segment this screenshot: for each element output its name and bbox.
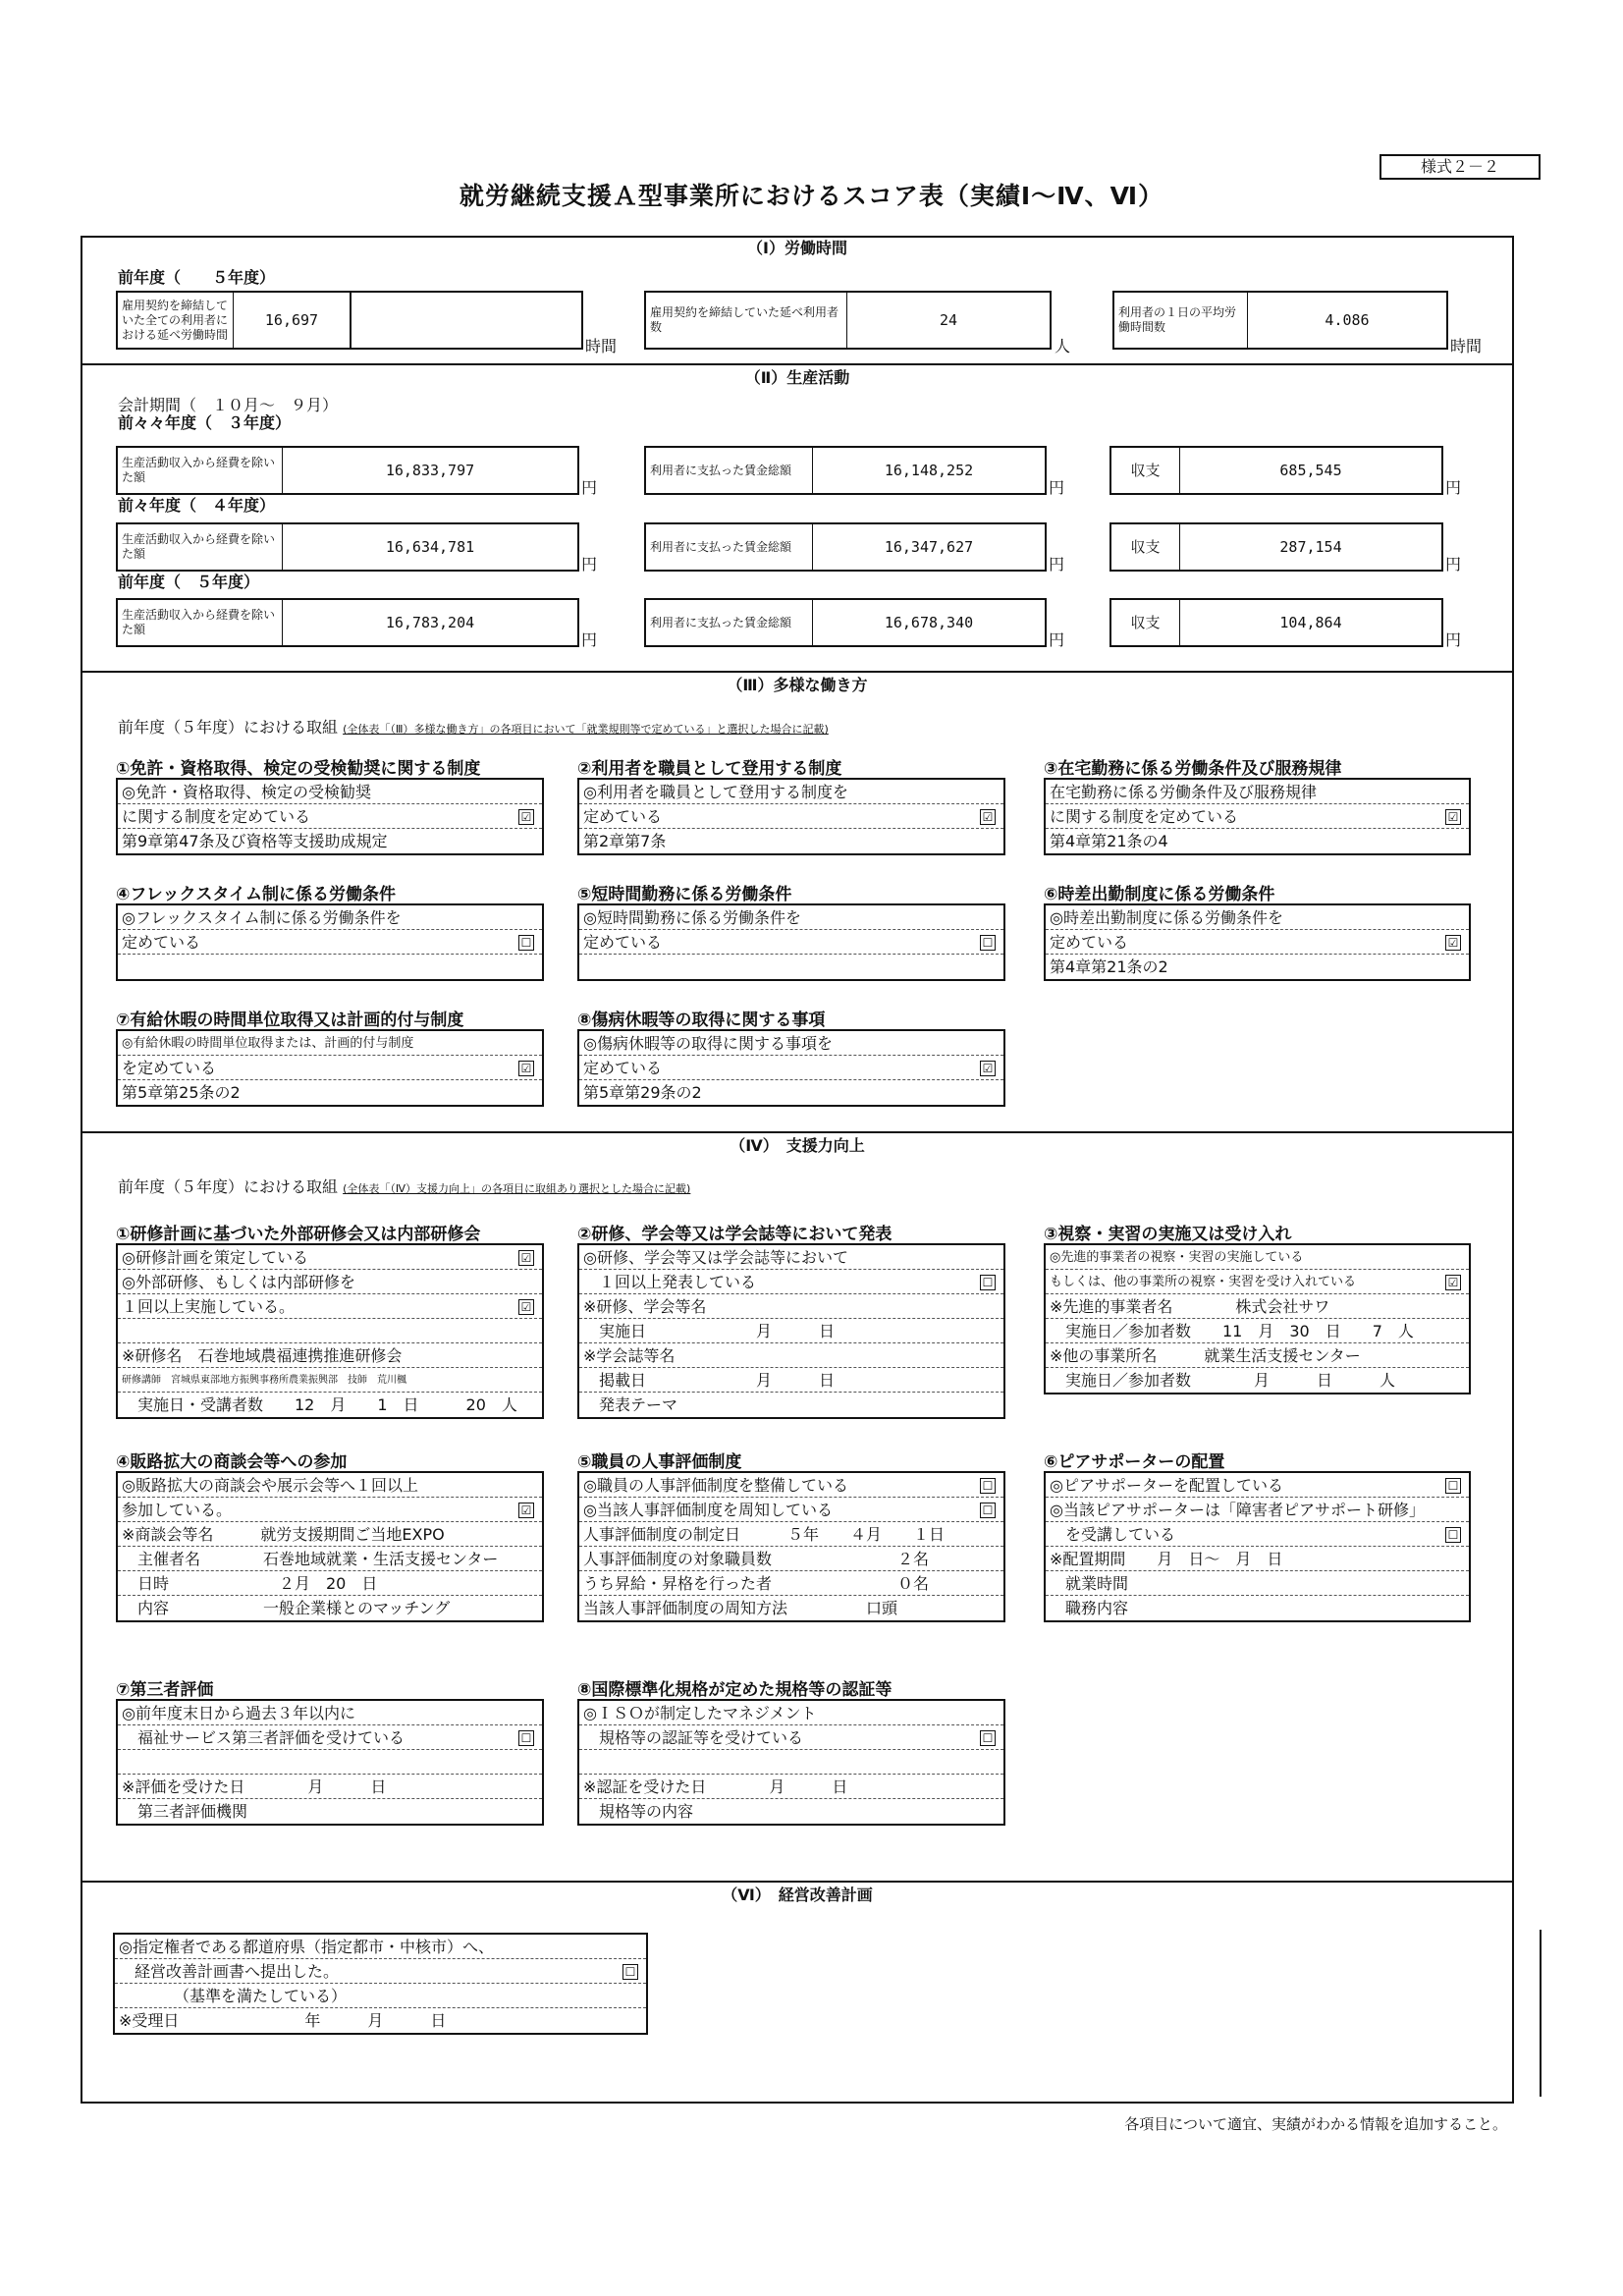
item-line-text: 実施日／参加者数 月 日 人: [1050, 1371, 1396, 1390]
support-item-title: ⑦第三者評価: [116, 1680, 214, 1700]
item-line-text: 定めている: [583, 807, 663, 826]
support-item-title: ③視察・実習の実施又は受け入れ: [1044, 1225, 1292, 1244]
work-style-item-box: [577, 778, 1005, 855]
wage-box: [644, 446, 1047, 495]
item-line-text: ◎販路拡大の商談会や展示会等へ１回以上: [122, 1476, 418, 1495]
item-line-text: ◎利用者を職員として登用する制度を: [583, 783, 848, 801]
balance-unit: 円: [1445, 478, 1462, 497]
checkbox[interactable]: ☐: [1445, 1527, 1461, 1543]
item-line: [579, 1056, 1003, 1080]
accounting-period: 会計期間（ １０月～ ９月）: [118, 396, 339, 414]
item-line-text: ◎時差出勤制度に係る労働条件を: [1050, 908, 1283, 927]
item-line: [1046, 905, 1469, 930]
item-line-text: ◎有給休暇の時間単位取得または、計画的付与制度: [122, 1036, 414, 1051]
item-line: [1046, 1596, 1469, 1620]
item-line: [1046, 955, 1469, 979]
item-line: [579, 1571, 1003, 1596]
item-line-text: 日時 ２月 20 日: [122, 1574, 378, 1593]
work-style-item-box: [1044, 778, 1471, 855]
item-line: [579, 1750, 1003, 1775]
support-item-box: [116, 1699, 544, 1826]
item-line: [1046, 804, 1469, 829]
income-box: [116, 598, 579, 647]
footer-note: 各項目について適宜、実績がわかる情報を追加すること。: [1124, 2115, 1507, 2133]
support-item-box: [1044, 1243, 1471, 1394]
item-line: [579, 905, 1003, 930]
work-style-item-title: ⑧傷病休暇等の取得に関する事項: [577, 1011, 826, 1030]
item-line-text: もしくは、他の事業所の視察・実習を受け入れている: [1050, 1275, 1357, 1289]
work-style-item-box: [116, 1029, 544, 1107]
income-label: 生産活動収入から経費を除いた額: [118, 600, 283, 645]
checkbox[interactable]: ☐: [980, 1275, 996, 1290]
item-line: [1046, 1343, 1469, 1368]
support-item-box: [577, 1471, 1005, 1622]
work-style-item-title: ②利用者を職員として登用する制度: [577, 759, 842, 779]
item-line: [118, 1319, 542, 1343]
item-line: [118, 1270, 542, 1294]
item-line-text: 実施日・受講者数 12 月 1 日 20 人: [122, 1395, 517, 1414]
section-3-intro-note: (全体表「（Ⅲ）多様な働き方」の各項目において「就業規則等で定めている」と選択した場合に記載): [343, 723, 829, 736]
balance-box: [1109, 522, 1443, 572]
support-item-box: [577, 1699, 1005, 1826]
item-line-text: 規格等の内容: [583, 1802, 694, 1821]
item-line: [118, 1571, 542, 1596]
item-line: [115, 1984, 646, 2008]
balance-label: 収支: [1111, 600, 1180, 645]
item-line: [118, 1056, 542, 1080]
item-line: [579, 1368, 1003, 1393]
item-line: [579, 1393, 1003, 1417]
item-line-text: ※配置期間 月 日～ 月 日: [1050, 1550, 1283, 1568]
balance-label: 収支: [1111, 448, 1180, 493]
item-line-text: 第5章第25条の2: [122, 1083, 241, 1102]
work-style-item-title: ①免許・資格取得、検定の受検勧奨に関する制度: [116, 759, 481, 779]
item-line-text: 福祉サービス第三者評価を受けている: [122, 1728, 406, 1747]
item-line: [579, 930, 1003, 955]
item-line: [118, 1031, 542, 1056]
checkbox[interactable]: ☑: [518, 1503, 534, 1518]
item-line: [579, 780, 1003, 804]
item-line: [118, 955, 542, 979]
checkbox[interactable]: ☑: [518, 1250, 534, 1266]
item-line: [579, 1596, 1003, 1620]
item-line: [118, 1701, 542, 1725]
balance-value: 104,864: [1279, 614, 1342, 631]
income-unit: 円: [581, 630, 598, 649]
balance-box: [1109, 446, 1443, 495]
item-line: [579, 1270, 1003, 1294]
item-line: [118, 1799, 542, 1824]
production-year-2: 前年度（ ５年度）: [118, 573, 260, 591]
item-line-text: 定めている: [1050, 933, 1129, 952]
labor-hours-value-cell: [352, 291, 583, 350]
item-line: [579, 1522, 1003, 1547]
item-line-text: ◎当該ピアサポーターは「障害者ピアサポート研修」: [1050, 1501, 1425, 1519]
item-line-text: 当該人事評価制度の周知方法 口頭: [583, 1599, 898, 1617]
item-line-text: ◎研修、学会等又は学会誌等において: [583, 1248, 848, 1267]
item-line-text: 第4章第21条の2: [1050, 957, 1168, 976]
item-line-text: を受講している: [1050, 1525, 1176, 1544]
checkbox[interactable]: ☐: [980, 1730, 996, 1746]
item-line: [118, 1522, 542, 1547]
item-line: [118, 1596, 542, 1620]
checkbox[interactable]: ☑: [980, 809, 996, 825]
item-line: [118, 1080, 542, 1105]
item-line: [1046, 1498, 1469, 1522]
item-line: [118, 905, 542, 930]
item-line-text: ※研修、学会等名: [583, 1297, 707, 1316]
item-line: [1046, 1547, 1469, 1571]
section-3-header: （Ⅲ）多様な働き方: [727, 676, 868, 694]
item-line: [579, 1547, 1003, 1571]
wage-unit: 円: [1049, 478, 1065, 497]
item-line: [1046, 1368, 1469, 1393]
checkbox[interactable]: ☑: [1445, 1275, 1461, 1290]
item-line: [1046, 1245, 1469, 1270]
item-line: [579, 829, 1003, 853]
wage-box: [644, 522, 1047, 572]
item-line: [579, 1473, 1003, 1498]
checkbox[interactable]: ☑: [1445, 935, 1461, 951]
item-line-text: ◎ピアサポーターを配置している: [1050, 1476, 1283, 1495]
balance-label: 収支: [1111, 524, 1180, 570]
support-item-box: [116, 1471, 544, 1622]
item-line-text: 就業時間: [1050, 1574, 1129, 1593]
checkbox[interactable]: ☑: [518, 1061, 534, 1076]
item-line-text: ◎外部研修、もしくは内部研修を: [122, 1273, 355, 1291]
item-line-text: ※他の事業所名 就業生活支援センター: [1050, 1346, 1361, 1365]
item-line-text: に関する制度を定めている: [122, 807, 311, 826]
item-line: [579, 1799, 1003, 1824]
section-4-intro-wrap: [118, 1175, 690, 1197]
support-item-box: [1044, 1471, 1471, 1622]
item-line: [1046, 1522, 1469, 1547]
checkbox[interactable]: ☐: [980, 1503, 996, 1518]
work-style-item-title: ③在宅勤務に係る労働条件及び服務規律: [1044, 759, 1342, 779]
item-line-text: 職務内容: [1050, 1599, 1129, 1617]
avg-hours-value: 4.086: [1325, 311, 1370, 329]
income-box: [116, 446, 579, 495]
wage-value: 16,148,252: [884, 462, 974, 479]
income-unit: 円: [581, 478, 598, 497]
checkbox[interactable]: ☑: [980, 1061, 996, 1076]
section-2-header: （Ⅱ）生産活動: [744, 368, 850, 387]
item-line-text: ※評価を受けた日 月 日: [122, 1777, 387, 1796]
item-line-text: ◎研修計画を策定している: [122, 1248, 308, 1267]
income-value: 16,833,797: [385, 462, 475, 479]
avg-hours-box: [1112, 291, 1448, 350]
item-line-text: 定めている: [583, 1059, 663, 1077]
income-unit: 円: [581, 555, 598, 574]
item-line-text: 定めている: [122, 933, 201, 952]
checkbox[interactable]: ☐: [518, 1730, 534, 1746]
item-line-text: 第9章第47条及び資格等支援助成規定: [122, 832, 388, 850]
item-line-text: ◎免許・資格取得、検定の受検勧奨: [122, 783, 371, 801]
support-item-title: ②研修、学会等又は学会誌等において発表: [577, 1225, 893, 1244]
item-line-text: ※認証を受けた日 月 日: [583, 1777, 848, 1796]
item-line-text: 経営改善計画書へ提出した。: [119, 1962, 340, 1981]
support-item-title: ⑧国際標準化規格が定めた規格等の認証等: [577, 1680, 893, 1700]
page-title: 就労継続支援Ａ型事業所におけるスコア表（実績Ⅰ～Ⅳ、Ⅵ）: [459, 182, 1164, 210]
balance-value: 685,545: [1279, 462, 1342, 479]
support-item-title: ⑤職員の人事評価制度: [577, 1452, 742, 1472]
item-line: [118, 1775, 542, 1799]
avg-hours-label: 利用者の１日の平均労働時間数: [1114, 293, 1248, 348]
section-1-header: （Ⅰ）労働時間: [747, 239, 847, 257]
item-line: [1046, 930, 1469, 955]
work-style-item-box: [116, 778, 544, 855]
checkbox[interactable]: ☑: [1445, 809, 1461, 825]
item-line: [579, 1343, 1003, 1368]
item-line-text: ※先進的事業者名 株式会社サワ: [1050, 1297, 1330, 1316]
checkbox[interactable]: ☑: [518, 809, 534, 825]
item-line: [118, 1368, 542, 1393]
item-line: [1046, 1571, 1469, 1596]
income-value: 16,634,781: [385, 538, 475, 556]
checkbox[interactable]: ☐: [518, 935, 534, 951]
work-style-item-box: [1044, 903, 1471, 981]
section-6-header: （Ⅵ） 経営改善計画: [722, 1886, 873, 1904]
item-line: [1046, 829, 1469, 853]
item-line-text: ◎ＩＳＯが制定したマネジメント: [583, 1704, 817, 1722]
item-line: [118, 1750, 542, 1775]
item-line-text: 第4章第21条の4: [1050, 832, 1168, 850]
wage-label: 利用者に支払った賃金総額: [646, 448, 813, 493]
balance-unit: 円: [1445, 555, 1462, 574]
wage-value: 16,678,340: [884, 614, 974, 631]
item-line-text: 実施日／参加者数 11 月 30 日 7 人: [1050, 1322, 1414, 1340]
work-style-item-box: [577, 1029, 1005, 1107]
section-4-intro: 前年度（５年度）における取組: [118, 1177, 339, 1196]
item-line: [579, 1725, 1003, 1750]
balance-value: 287,154: [1279, 538, 1342, 556]
support-item-title: ①研修計画に基づいた外部研修会又は内部研修会: [116, 1225, 481, 1244]
checkbox[interactable]: ☐: [622, 1964, 638, 1980]
income-label: 生産活動収入から経費を除いた額: [118, 524, 283, 570]
user-count-label: 雇用契約を締結していた延べ利用者数: [646, 293, 847, 348]
item-line-text: ◎短時間勤務に係る労働条件を: [583, 908, 801, 927]
work-style-item-title: ⑥時差出勤制度に係る労働条件: [1044, 885, 1275, 904]
item-line-text: （基準を満たしている）: [119, 1987, 348, 2005]
item-line-text: ◎フレックスタイム制に係る労働条件を: [122, 908, 402, 927]
income-label: 生産活動収入から経費を除いた額: [118, 448, 283, 493]
item-line-text: を定めている: [122, 1059, 217, 1077]
production-year-0: 前々々年度（ ３年度）: [118, 413, 292, 432]
item-line-text: 主催者名 石巻地域就業・生活支援センター: [122, 1550, 499, 1568]
item-line-text: 人事評価制度の対象職員数 ２名: [583, 1550, 930, 1568]
item-line: [118, 1725, 542, 1750]
checkbox[interactable]: ☑: [518, 1299, 534, 1315]
item-line: [115, 2008, 646, 2033]
item-line-text: 第5章第29条の2: [583, 1083, 702, 1102]
labor-hours-unit: 時間: [585, 337, 618, 355]
labor-hours-label: 雇用契約を締結していた全ての利用者における延べ労働時間: [118, 293, 234, 348]
work-style-item-title: ⑤短時間勤務に係る労働条件: [577, 885, 792, 904]
item-line-text: ◎当該人事評価制度を周知している: [583, 1501, 833, 1519]
user-count-value: 24: [939, 311, 958, 329]
item-line: [579, 804, 1003, 829]
item-line-text: 研修講師 宮城県東部地方振興事務所農業振興部 技師 荒川楓: [122, 1375, 406, 1386]
support-item-box: [116, 1243, 544, 1419]
item-line: [118, 1473, 542, 1498]
management-plan-box: [113, 1933, 648, 2035]
checkbox[interactable]: ☐: [980, 1478, 996, 1494]
item-line: [118, 1294, 542, 1319]
wage-value: 16,347,627: [884, 538, 974, 556]
form-number: 様式２－２: [1380, 154, 1541, 180]
margin-line: [1540, 1930, 1542, 2097]
item-line-text: 実施日 月 日: [583, 1322, 836, 1340]
checkbox[interactable]: ☐: [1445, 1478, 1461, 1494]
item-line: [118, 1498, 542, 1522]
section-4-header: （Ⅳ） 支援力向上: [730, 1136, 865, 1155]
section-4-intro-note: (全体表「（Ⅳ）支援力向上」の各項目に取組あり選択とした場合に記載): [343, 1182, 691, 1195]
item-line-text: うち昇給・昇格を行った者 ０名: [583, 1574, 930, 1593]
work-style-item-title: ⑦有給休暇の時間単位取得又は計画的付与制度: [116, 1011, 464, 1030]
item-line-text: 掲載日 月 日: [583, 1371, 836, 1390]
item-line: [115, 1935, 646, 1959]
balance-unit: 円: [1445, 630, 1462, 649]
item-line: [1046, 1270, 1469, 1294]
item-line-text: ※受理日 年 月 日: [119, 2011, 447, 2030]
labor-hours-value: 16,697: [264, 311, 319, 329]
item-line: [1046, 1473, 1469, 1498]
item-line: [579, 1319, 1003, 1343]
item-line: [118, 1245, 542, 1270]
item-line-text: 第2章第7条: [583, 832, 667, 850]
item-line: [118, 829, 542, 853]
support-item-title: ④販路拡大の商談会等への参加: [116, 1452, 348, 1472]
avg-hours-unit: 時間: [1450, 337, 1483, 355]
item-line-text: 定めている: [583, 933, 663, 952]
item-line-text: １回以上実施している。: [122, 1297, 296, 1316]
wage-box: [644, 598, 1047, 647]
labor-hours-box: [116, 291, 352, 350]
item-line-text: １回以上発表している: [583, 1273, 757, 1291]
item-line: [579, 1245, 1003, 1270]
item-line-text: 発表テーマ: [583, 1395, 678, 1414]
item-line-text: ※学会誌等名: [583, 1346, 676, 1365]
item-line-text: ◎前年度末日から過去３年以内に: [122, 1704, 355, 1722]
item-line: [579, 955, 1003, 979]
item-line-text: 人事評価制度の制定日 ５年 ４月 １日: [583, 1525, 946, 1544]
item-line-text: ※商談会等名 就労支援期間ご当地EXPO: [122, 1525, 445, 1544]
item-line-text: ◎指定権者である都道府県（指定都市・中核市）へ、: [119, 1938, 494, 1956]
work-style-item-title: ④フレックスタイム制に係る労働条件: [116, 885, 397, 904]
production-year-1: 前々年度（ ４年度）: [118, 496, 276, 515]
item-line: [579, 1498, 1003, 1522]
item-line: [118, 780, 542, 804]
item-line: [1046, 1294, 1469, 1319]
section-1-year: 前年度（ ５年度）: [118, 268, 276, 287]
wage-label: 利用者に支払った賃金総額: [646, 600, 813, 645]
balance-box: [1109, 598, 1443, 647]
user-count-unit: 人: [1055, 337, 1071, 355]
item-line: [579, 1031, 1003, 1056]
section-3-intro: 前年度（５年度）における取組: [118, 718, 339, 737]
item-line: [118, 1547, 542, 1571]
income-box: [116, 522, 579, 572]
checkbox[interactable]: ☐: [980, 935, 996, 951]
user-count-box: [644, 291, 1052, 350]
item-line: [579, 1294, 1003, 1319]
work-style-item-box: [116, 903, 544, 981]
support-item-box: [577, 1243, 1005, 1419]
item-line: [579, 1080, 1003, 1105]
item-line-text: ◎先進的事業者の視察・実習の実施している: [1050, 1250, 1304, 1265]
item-line: [579, 1775, 1003, 1799]
section-3-intro-wrap: [118, 715, 829, 738]
wage-unit: 円: [1049, 555, 1065, 574]
item-line-text: ※研修名 石巻地域農福連携推進研修会: [122, 1346, 403, 1365]
item-line-text: に関する制度を定めている: [1050, 807, 1239, 826]
item-line-text: 第三者評価機関: [122, 1802, 248, 1821]
item-line-text: 在宅勤務に係る労働条件及び服務規律: [1050, 783, 1318, 801]
item-line-text: 内容 一般企業様とのマッチング: [122, 1599, 451, 1617]
item-line-text: 参加している。: [122, 1501, 233, 1519]
item-line-text: ◎職員の人事評価制度を整備している: [583, 1476, 848, 1495]
item-line: [118, 804, 542, 829]
income-value: 16,783,204: [385, 614, 475, 631]
item-line: [1046, 780, 1469, 804]
wage-unit: 円: [1049, 630, 1065, 649]
item-line-text: 規格等の認証等を受けている: [583, 1728, 804, 1747]
item-line: [115, 1959, 646, 1984]
item-line: [1046, 1319, 1469, 1343]
item-line-text: ◎傷病休暇等の取得に関する事項を: [583, 1034, 833, 1053]
item-line: [118, 930, 542, 955]
work-style-item-box: [577, 903, 1005, 981]
item-line: [118, 1343, 542, 1368]
wage-label: 利用者に支払った賃金総額: [646, 524, 813, 570]
item-line: [579, 1701, 1003, 1725]
item-line: [118, 1393, 542, 1417]
support-item-title: ⑥ピアサポーターの配置: [1044, 1452, 1225, 1472]
